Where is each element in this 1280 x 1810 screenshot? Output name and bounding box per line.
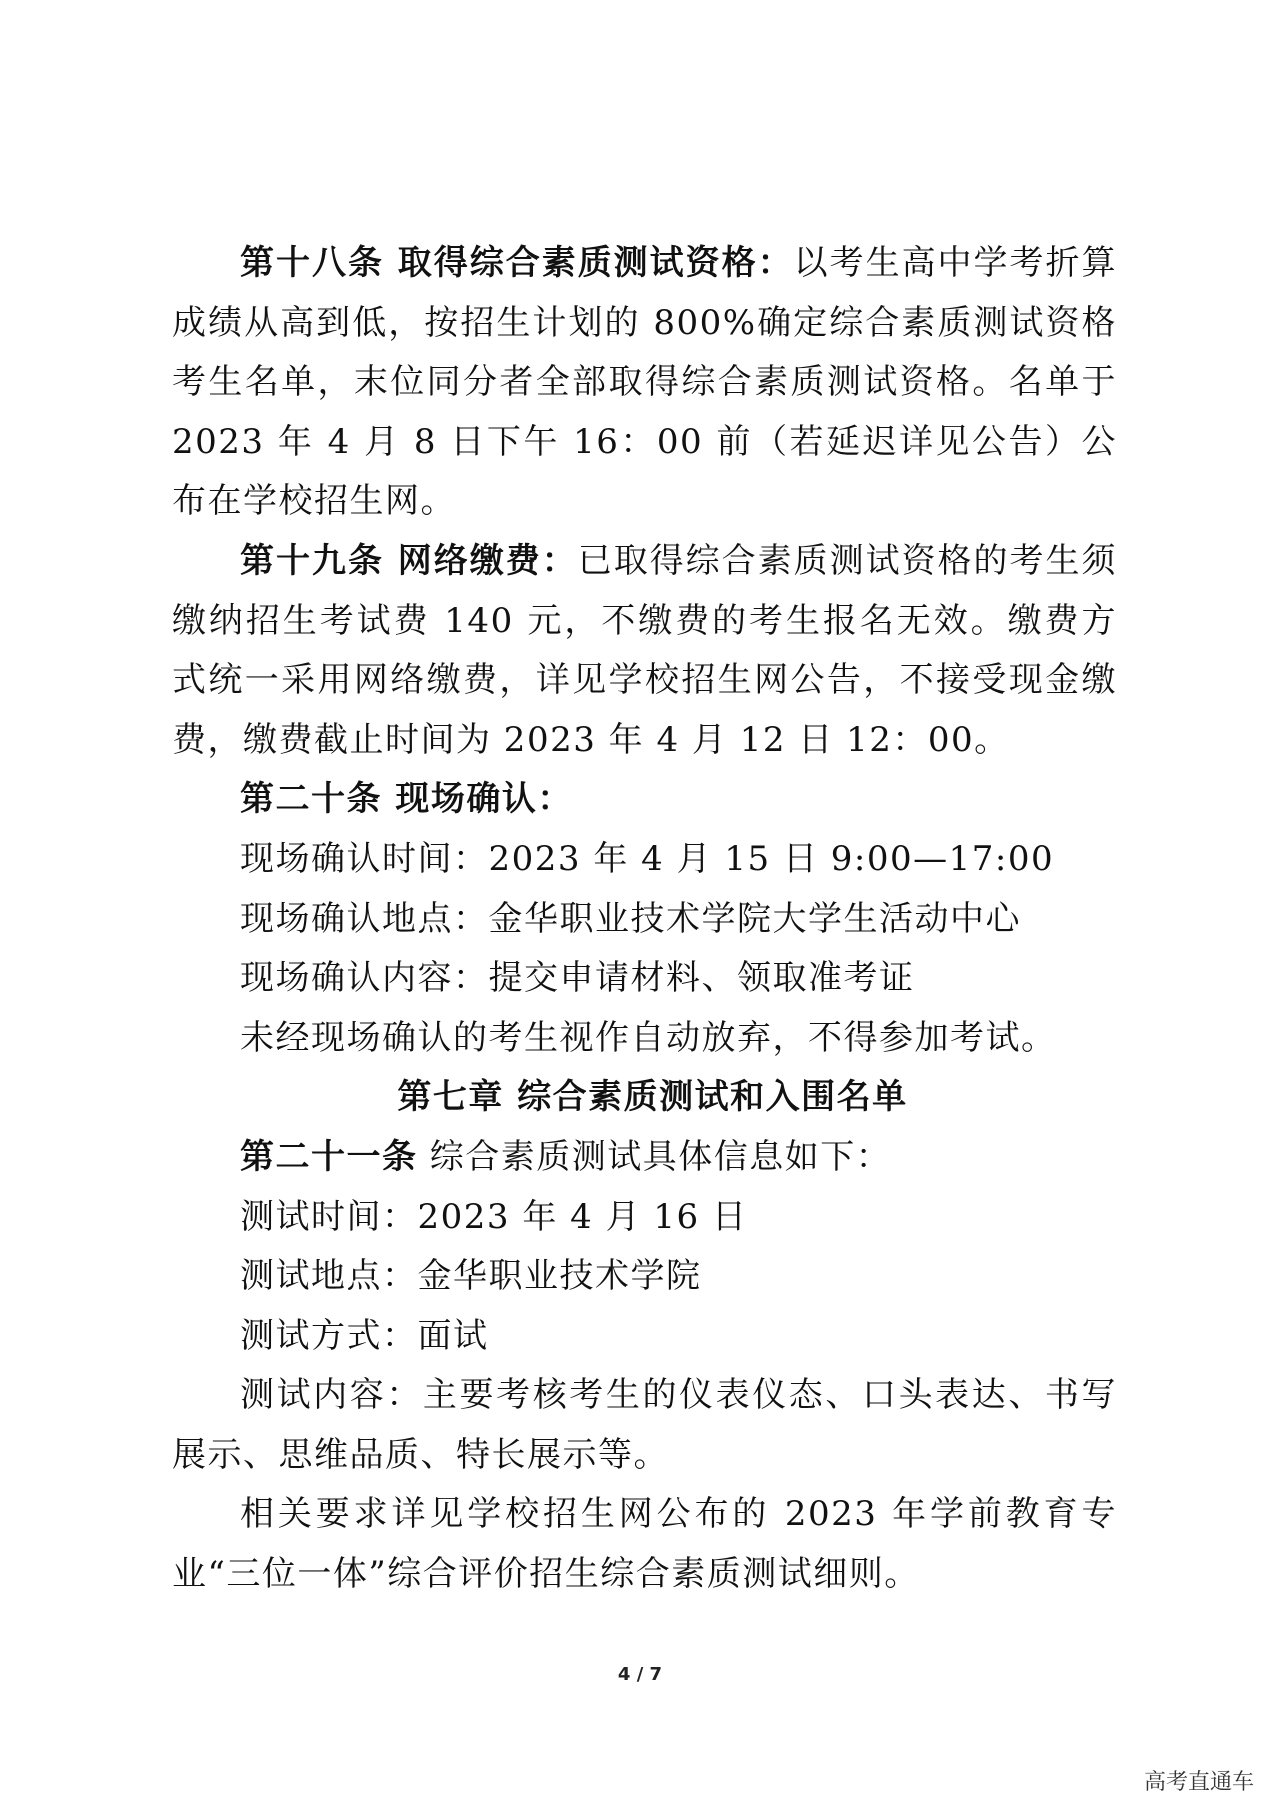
test-time: [172, 1188, 1117, 1248]
confirmation-content-text: 现场确认内容：提交申请材料、领取准考证: [240, 958, 915, 999]
test-method: [172, 1307, 1117, 1367]
confirmation-location-text: 现场确认地点：金华职业技术学院大学生活动中心: [240, 898, 1021, 939]
test-content: [172, 1366, 1117, 1485]
article-21-heading: 第二十一条: [240, 1136, 418, 1177]
confirmation-location: [172, 890, 1117, 950]
test-location-text: 测试地点：金华职业技术学院: [240, 1256, 702, 1297]
test-time-text: 测试时间：2023 年 4 月 16 日: [240, 1196, 748, 1237]
confirmation-time-text: 现场确认时间：2023 年 4 月 15 日 9:00—17:00: [240, 838, 1055, 879]
test-requirements: [172, 1485, 1117, 1604]
article-18: [172, 234, 1117, 532]
article-19: [172, 532, 1117, 770]
chapter-title: 第七章 综合素质测试和入围名单: [397, 1077, 908, 1118]
article-20-heading: 第二十条 现场确认：: [240, 779, 573, 820]
page-number: 4 / 7: [617, 1664, 663, 1685]
confirmation-note-text: 未经现场确认的考生视作自动放弃，不得参加考试。: [240, 1017, 1057, 1058]
article-19-text: 已取得综合素质测试资格的考生须缴纳招生考试费 140 元，不缴费的考生报名无效。缴费方式统一采用网络缴费，详见学校招生网公告，不接受现金缴费，缴费截止时间为 2023 年 4 月 12 日 12：00。: [172, 540, 1118, 760]
confirmation-note: [172, 1009, 1117, 1069]
test-content-text: 测试内容：主要考核考生的仪表仪态、口头表达、书写展示、思维品质、特长展示等。: [172, 1375, 1117, 1475]
article-19-heading: 第十九条 网络缴费：: [240, 540, 578, 581]
article-20: [172, 770, 1117, 830]
article-18-heading: 第十八条 取得综合素质测试资格：: [240, 243, 794, 283]
document-body: [172, 234, 1117, 1605]
watermark: 高考直通车: [1140, 1763, 1258, 1798]
article-21-text: 综合素质测试具体信息如下：: [417, 1136, 892, 1177]
confirmation-content: [172, 949, 1117, 1009]
article-18-text: 以考生高中学考折算成绩从高到低，按招生计划的 800%确定综合素质测试资格考生名单，末位同分者全部取得综合素质测试资格。名单于 2023 年 4 月 8 日下午 16：00 前（若延迟详见公告）公布在学校招生网。: [172, 243, 1117, 522]
confirmation-time: [172, 830, 1117, 890]
test-method-text: 测试方式：面试: [240, 1315, 489, 1356]
article-21: [172, 1128, 1117, 1188]
test-location: [172, 1247, 1117, 1307]
test-requirements-text: 相关要求详见学校招生网公布的 2023 年学前教育专业“三位一体”综合评价招生综合素质测试细则。: [172, 1494, 1117, 1595]
